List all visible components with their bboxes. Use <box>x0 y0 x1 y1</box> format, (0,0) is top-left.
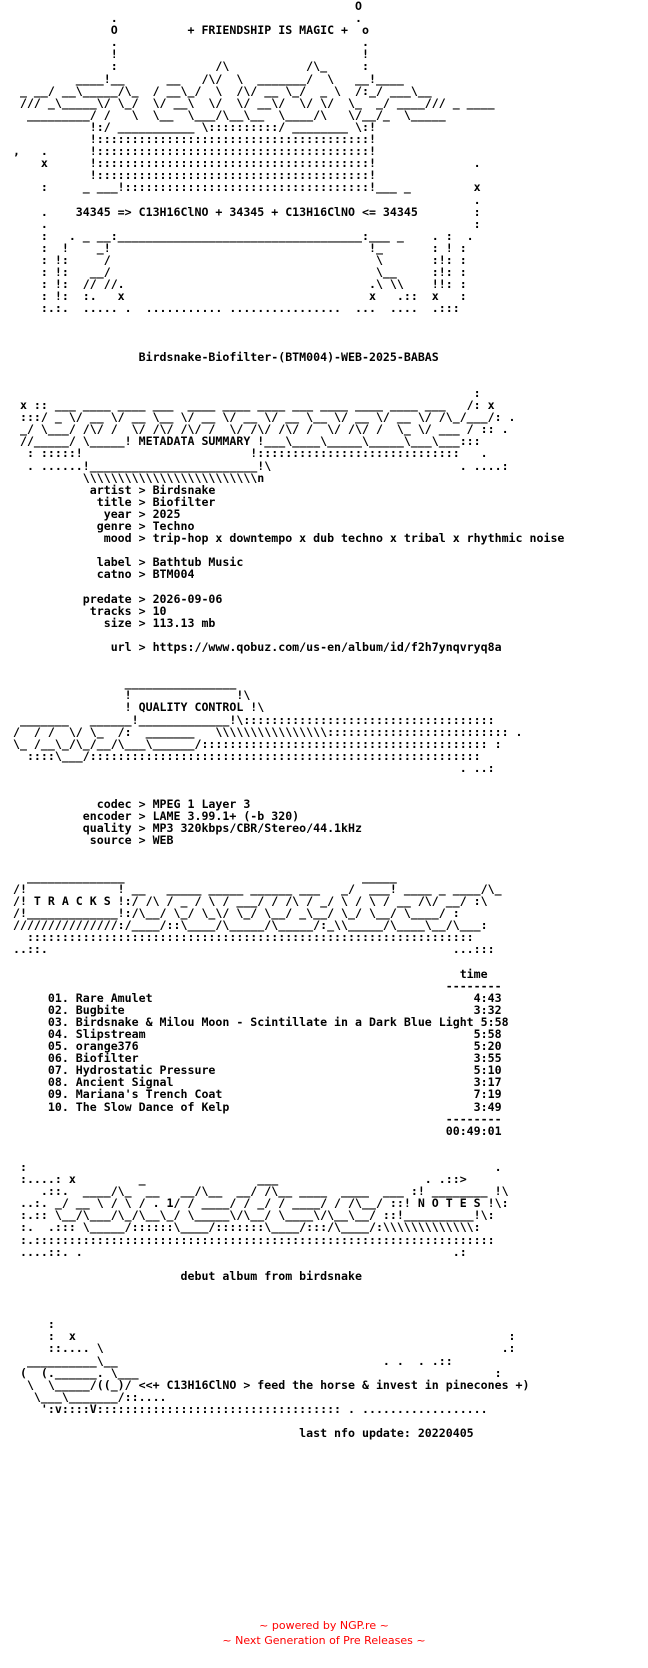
footer <box>0 1618 648 1648</box>
nfo-text: O . . O + FRIENDSHIP IS MAGIC + o . . ! ! : /\ /\_ : ____!__ __ /\/ \ _______/ \ __!____ _ __/ __\_____/\_ / __\_/ \ /\/ __ \_/ _ \ /:_/ ___\__ /// _\_____\/ \_/ \/ __\ \/ \/ __\/ \/ \/ \_ _/ ____/// _ ____ _________/ / \ \__ \___/\__\__ \____/\ \/__/_ \_____ !:/ ___________ \::::::::::/ ________ \:! !:::::::::::::::::::::::::::::::::::::::! , . !:::::::::::::::::::::::::::::::::::::::! x !:::::::::::::::::::::::::::::::::::::::! . !:::::::::::::::::::::::::::::::::::::::! : _ ___!:::::::::::::::::::::::::::::::::::!___ _ x . . 34345 => C13H16ClNO + 34345 + C13H16ClNO <= 34345 : . : : . _ __:___________________________________:___ _ . : . : ! _! !_ : ! : : !: / \ :!: : : !: __/ \__ :!: : : !: // //. .\ \\ !!: : : !: :. x x .:: x : :.:. ..... . ........... ................ ... .... .::: Birdsnake-Biofilter-(BTM004)-WEB-2025-BABAS : x :: ___ ____ ____ ___ ____ ____ ____ ___ ____ ____ ____ ___ /: x :::/ _ \/ __ \/ __ \__ \/ __ \/ __ \/ __ \__ \/ __ \/ __ \/ /\_/___/: . _/ \___/ /\/ / \/ /\/ /\/ / \/ /\/ /\/ / \/ /\/ / \_ \/ ___ / :: . //_____/ \_____! METADATA SUMMARY !___\____\_____\_____\___\___::: : :::::! !::::::::::::::::::::::::::::: . . ......!________________________!\ . ....: \\\\\\\\\\\\\\\\\\\\\\\\\n artist > Birdsnake title > Biofilter year > 2025 genre > Techno mood > trip-hop x downtempo x dub techno x tribal x rhythmic noise label > Bathtub Music catno > BTM004 predate > 2026-09-06 tracks > 10 size > 113.13 mb url > https://www.qobuz.com/us-en/album/id/f2h7ynqvryq8a ________________ ! !\ ! QUALITY CONTROL !\ _______ ______!_____________!\:::::::::::::::::::::::::::::::::::: / / / \/ \_ /: _______ \\\\\\\\\\\\\\\\:::::::::::::::::::::::::: . \_ /__\_/\_/__/\___\______/::::::::::::::::::::::::::::::::::::::::: : ::::\___/:::::::::::::::::::::::::::::::::::::::::::::::::::::::: . ..: codec > MPEG 1 Layer 3 encoder > LAME 3.99.1+ (-b 320) quality > MP3 320kbps/CBR/Stereo/44.1kHz source > WEB ______________ _____ /! ! __ _____ _____ ______ ___ _/ ___! ____ _ ____/\_ /! T R A C K S !:/ /\ / _ / \ / ___/ / /\ / _/ \ / \ / __ /\/ __/ :\ /!_____________!:/\__/ \_/ \_\/ \_/ \__/ _\__/ \_/ \__/ \____/ : ///////////////:/____/::\____/\_____/\_____/:_\\_____/\____\__/\___: :::::::::::::::::::::::::::::::::::::::::::::::::::::::::::::::: ..::. ...::: time -------- 01. Rare Amulet 4:43 02. Bugbite 3:32 03. Birdsnake & Milou Moon - Scintillate in a Dark Blue Light 5:58 04. Slipstream 5:58 05. orange376 5:20 06. Biofilter 3:55 07. Hydrostatic Pressure 5:10 08. Ancient Signal 3:17 09. Mariana's Trench Coat 7:19 10. The Slow Dance of Kelp 3:49 -------- 00:49:01 : . :....: x _ ___ . .::> .::. ____/\_ __ __/\__ __/ /\__ ____ ____ ___ :! ________ !\ ..:. _/ __ \ / \ / . 1/ / ____/ / _/ / ____/ / /\__/ ::! N O T E S !\: :.:: \__/\___/\_/\__\_/ \_____\/\__/ \____\/\__\__/ ::!__________!\: :. .::: \_____/::::::\____/:::::::\____/:::/\____/:\\\\\\\\\\\\\: :.:::::::::::::::::::::::::::::::::::::::::::::::::::::::::::::::::: ....::. . .: debut album from birdsnake : : x : ::.... \ .: __________\__ . . . .:: ( (.______. \___ : \ \_____/((_)/ <<+ C13H16ClNO > feed the horse & invest in pinecones +) \___\_______/::.... ':v::::V::::::::::::::::::::::::::::::::::: . .................. last nfo update: 20220405 <box>12 0 565 1441</box>
footer-tagline: ~ Next Generation of Pre Releases ~ <box>222 1634 426 1647</box>
footer-powered-by[interactable]: ~ powered by NGP.re ~ <box>259 1619 389 1632</box>
